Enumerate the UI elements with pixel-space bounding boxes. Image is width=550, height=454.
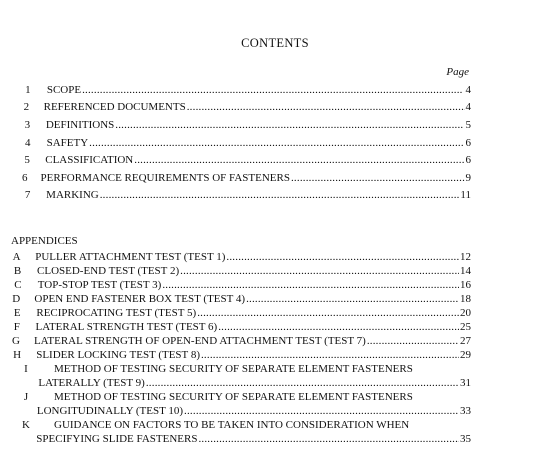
appendices-heading: APPENDICES [11, 235, 78, 247]
toc-appendix-h[interactable] [12, 348, 471, 362]
toc-entry-label: MARKING [46, 189, 99, 201]
toc-entry-label: REFERENCED DOCUMENTS [43, 101, 186, 113]
toc-entry-label: PULLER ATTACHMENT TEST (TEST 1) [35, 251, 226, 263]
toc-entry-classification[interactable] [22, 153, 471, 167]
dot-leader [201, 348, 459, 362]
toc-entry-page: 33 [460, 405, 471, 417]
dot-leader [162, 278, 459, 292]
toc-entry-page: 27 [460, 335, 471, 347]
toc-entry-marking[interactable] [22, 188, 471, 202]
dot-leader [134, 153, 463, 167]
toc-entry-page: 9 [465, 172, 471, 184]
dot-leader [226, 250, 459, 264]
toc-entry-page: 18 [460, 293, 471, 305]
toc-entry-label: LATERAL STRENGTH OF OPEN-END ATTACHMENT TEST (TEST 7) [33, 335, 366, 347]
appendix-letter: A [12, 251, 21, 263]
appendix-letter: G [12, 335, 20, 347]
toc-appendix-i[interactable] [12, 376, 471, 390]
appendix-letter: H [13, 349, 22, 361]
toc-entry-page: 20 [460, 307, 471, 319]
toc-entry-label: SLIDER LOCKING TEST (TEST 8) [36, 349, 200, 361]
toc-entry-safety[interactable] [22, 136, 471, 150]
toc-entry-label: OPEN END FASTENER BOX TEST (TEST 4) [34, 293, 246, 305]
toc-entry-page: 12 [460, 251, 471, 263]
dot-leader [89, 136, 462, 150]
toc-entry-label-line1: METHOD OF TESTING SECURITY OF SEPARATE ELEMENT FASTENERS [54, 363, 413, 375]
toc-entry-page: 29 [460, 349, 471, 361]
toc-entry-label: CLASSIFICATION [45, 154, 134, 166]
appendix-letter: J [23, 391, 29, 403]
toc-entry-label: TOP-STOP TEST (TEST 3) [37, 279, 162, 291]
toc-appendix-g[interactable] [12, 334, 471, 348]
dot-leader [246, 292, 459, 306]
toc-entry-page: 5 [465, 119, 471, 131]
appendix-letter: D [12, 293, 21, 305]
toc-appendix-k-line1[interactable] [12, 418, 409, 432]
toc-entry-performance-requirements[interactable] [22, 171, 471, 185]
appendix-letter: K [22, 419, 30, 431]
toc-entry-number: 4 [25, 137, 31, 149]
dot-leader [180, 264, 459, 278]
toc-entry-label: SPECIFYING SLIDE FASTENERS [36, 433, 198, 445]
toc-entry-label: PERFORMANCE REQUIREMENTS OF FASTENERS [40, 172, 290, 184]
toc-entry-page: 6 [465, 154, 472, 166]
toc-entry-scope[interactable] [22, 83, 471, 97]
toc-appendix-j[interactable] [12, 404, 471, 418]
toc-entry-page: 25 [460, 321, 471, 333]
dot-leader [100, 188, 460, 202]
toc-entry-number: 7 [24, 189, 31, 201]
dot-leader [218, 320, 459, 334]
toc-entry-page: 35 [460, 433, 471, 445]
appendix-letter: B [13, 265, 22, 277]
toc-appendix-i-line1[interactable] [12, 362, 413, 376]
toc-entry-label: LATERALLY (TEST 9) [38, 377, 145, 389]
appendix-letter: I [24, 363, 28, 375]
toc-entry-label: LATERAL STRENGTH TEST (TEST 6) [35, 321, 218, 333]
toc-appendix-a[interactable] [12, 250, 471, 264]
toc-appendix-f[interactable] [12, 320, 471, 334]
toc-entry-number: 5 [24, 154, 30, 166]
dot-leader [184, 404, 459, 418]
toc-appendix-e[interactable] [12, 306, 471, 320]
page-column-label: Page [446, 66, 469, 78]
toc-appendix-d[interactable] [12, 292, 471, 306]
toc-entry-label-line1: GUIDANCE ON FACTORS TO BE TAKEN INTO CONSIDERATION WHEN [54, 419, 410, 431]
dot-leader [146, 376, 459, 390]
toc-appendix-k[interactable] [12, 432, 471, 446]
toc-entry-number: 2 [23, 101, 30, 113]
toc-entry-number: 1 [25, 84, 31, 96]
toc-entry-page: 6 [465, 137, 472, 149]
toc-entry-page: 11 [460, 189, 471, 201]
appendix-letter: F [13, 321, 20, 333]
toc-entry-label-line1: METHOD OF TESTING SECURITY OF SEPARATE ELEMENT FASTENERS [54, 391, 413, 403]
toc-entry-page: 4 [465, 84, 471, 96]
toc-entry-page: 4 [465, 101, 471, 113]
appendix-letter: C [14, 279, 22, 291]
appendix-letter: E [13, 307, 21, 319]
dot-leader [197, 306, 459, 320]
toc-entry-definitions[interactable] [22, 118, 471, 132]
toc-entry-number: 3 [24, 119, 31, 131]
toc-entry-page: 16 [460, 279, 471, 291]
toc-entry-referenced-documents[interactable] [22, 100, 471, 114]
dot-leader [291, 171, 465, 185]
toc-appendix-b[interactable] [12, 264, 471, 278]
toc-appendix-j-line1[interactable] [12, 390, 413, 404]
toc-entry-label: SAFETY [46, 137, 89, 149]
toc-entry-label: SCOPE [46, 84, 82, 96]
dot-leader [187, 100, 465, 114]
dot-leader [82, 83, 462, 97]
toc-entry-number: 6 [22, 172, 28, 184]
toc-entry-label: DEFINITIONS [45, 119, 115, 131]
toc-entry-page: 14 [460, 265, 471, 277]
toc-entry-label: LONGITUDINALLY (TEST 10) [36, 405, 184, 417]
contents-title: CONTENTS [241, 36, 309, 50]
toc-appendix-c[interactable] [12, 278, 471, 292]
dot-leader [115, 118, 463, 132]
toc-entry-label: CLOSED-END TEST (TEST 2) [37, 265, 180, 277]
toc-entry-label: RECIPROCATING TEST (TEST 5) [36, 307, 197, 319]
toc-entry-page: 31 [460, 377, 471, 389]
dot-leader [367, 334, 459, 348]
dot-leader [198, 432, 459, 446]
